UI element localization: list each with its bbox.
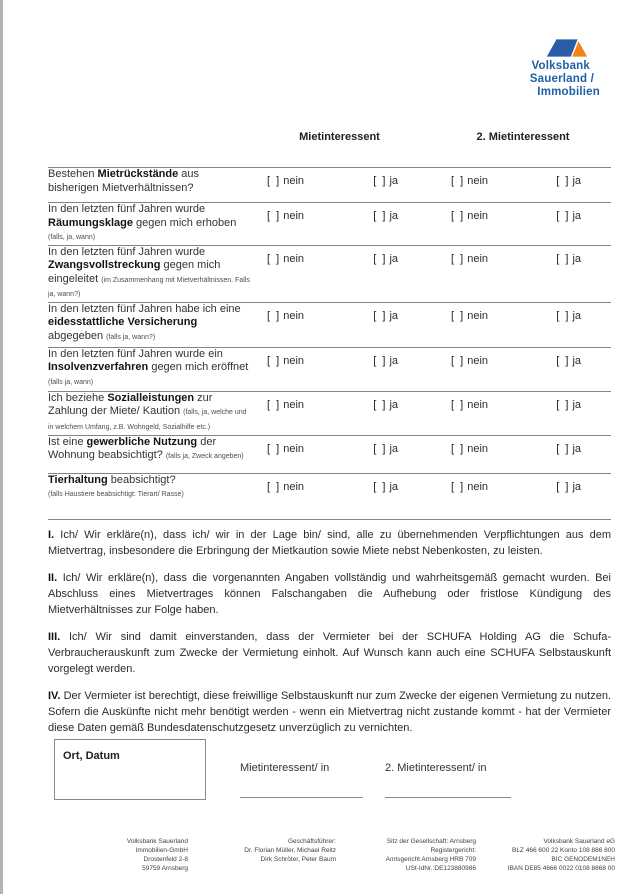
footer-line: BLZ 466 600 22 Konto 108 886 800 [511,847,615,854]
checkbox-ja[interactable] [373,443,398,455]
checkbox-nein[interactable] [267,399,304,411]
checkbox-nein-label: nein [283,442,305,455]
question-text: zur Zahlung der Miete/ Kaution [48,391,213,417]
question-text: In den letzten fünf Jahren wurde ein [48,347,223,360]
question-text: In den letzten fünf Jahren wurde [48,203,206,215]
checkbox-nein[interactable] [267,175,304,187]
checkbox-ja-label: ja [389,442,398,455]
checkbox-brackets-icon[interactable]: [ ] [556,398,569,411]
checkbox-nein[interactable] [451,175,488,187]
checkbox-ja-label: ja [389,354,398,367]
checkbox-nein-label: nein [283,398,305,411]
checkbox-brackets-icon[interactable]: [ ] [373,354,386,367]
logo-text-line1: Volksbank [531,60,590,72]
checkbox-ja-label: ja [389,480,398,493]
table-row [48,348,611,392]
question-text: gegen mich eröffnet [148,361,249,373]
checkbox-ja-label: ja [389,309,398,322]
checkbox-brackets-icon[interactable]: [ ] [267,480,280,493]
checkbox-nein-label: nein [283,175,305,187]
footer-line: Drostenfeld 2-8 [143,856,188,863]
question-keyword: Tierhaltung [48,473,108,486]
checkbox-brackets-icon[interactable]: [ ] [556,210,569,222]
question-smallprint: (falls ja, wann) [48,378,94,386]
checkbox-brackets-icon[interactable]: [ ] [267,175,280,187]
answer-cell [251,203,428,246]
checkbox-nein-label: nein [467,309,489,322]
volksbank-logo [530,38,600,99]
footer-line: Immobilien-GmbH [135,847,188,854]
checkbox-brackets-icon[interactable]: [ ] [373,210,386,222]
checkbox-nein-label: nein [467,398,489,411]
footer-bank [484,837,615,873]
checkbox-ja-label: ja [572,210,581,222]
checkbox-ja[interactable] [373,210,398,222]
checkbox-brackets-icon[interactable]: [ ] [556,175,569,187]
question-keyword: Räumungsklage [48,216,133,229]
checkbox-nein[interactable] [267,443,304,455]
question-smallprint: (falls ja, wann?) [106,333,156,341]
checkbox-nein-label: nein [283,210,305,222]
checkbox-brackets-icon[interactable]: [ ] [267,210,280,222]
question-text: Bestehen [48,168,98,180]
table-header-row [48,131,611,167]
question-keyword: Mietrückstände [97,168,179,180]
footer-line: Volksbank Sauerland eG [543,838,615,845]
table-row [48,203,611,246]
signature-line-1[interactable] [240,797,363,798]
question-text: abgegeben [48,329,107,342]
table-header-mietinteressent: Mietinteressent [299,131,380,143]
question-keyword: eidesstattliche Versicherung [48,316,198,328]
answer-cell [435,348,611,392]
question-eidesstattliche-versicherung [48,303,251,348]
checkbox-ja-label: ja [572,480,581,493]
checkbox-ja[interactable] [373,253,398,265]
footer-line: Dirk Schröter, Peter Baum [260,856,336,863]
footer-line: BIC GENODEM1NEH [551,856,615,863]
checkbox-nein-label: nein [467,175,489,187]
question-insolvenzverfahren [48,348,251,392]
checkbox-brackets-icon[interactable]: [ ] [267,252,280,265]
checkbox-nein[interactable] [451,310,488,322]
checkbox-brackets-icon[interactable]: [ ] [556,442,569,455]
answer-cell [435,167,611,203]
checkbox-ja-label: ja [389,398,398,411]
footer-line: IBAN DE85 4666 0022 0108 8868 00 [507,865,615,872]
checkbox-nein[interactable] [451,443,488,455]
question-text: Ich beziehe [48,391,108,404]
checkbox-ja[interactable] [556,210,581,222]
clause-iv [48,688,611,736]
checkbox-brackets-icon[interactable]: [ ] [451,442,464,455]
clause-iv-number: IV. [48,690,61,702]
checkbox-brackets-icon[interactable]: [ ] [556,252,569,265]
clause-iii-number: III. [48,631,61,643]
signature-label-mietinteressent: Mietinteressent/ in [240,762,330,774]
question-keyword: Insolvenzverfahren [48,361,149,373]
checkbox-nein[interactable] [267,481,304,493]
checkbox-ja[interactable] [556,481,581,493]
footer-line: Registergericht: [430,847,476,854]
checkbox-ja-label: ja [389,252,398,265]
checkbox-nein[interactable] [267,355,304,367]
checkbox-nein[interactable] [451,481,488,493]
question-keyword: Zwangsvollstreckung [48,259,161,271]
table-header-2-mietinteressent: 2. Mietinteressent [476,131,570,143]
self-disclosure-table [48,131,611,520]
checkbox-ja[interactable] [556,443,581,455]
checkbox-ja-label: ja [572,398,581,411]
checkbox-nein[interactable] [451,253,488,265]
checkbox-brackets-icon[interactable]: [ ] [451,210,464,222]
volksbank-roof-icon [543,38,591,58]
checkbox-ja-label: ja [572,252,581,265]
checkbox-nein-label: nein [283,252,305,265]
checkbox-nein-label: nein [467,442,489,455]
checkbox-brackets-icon[interactable]: [ ] [267,442,280,455]
question-text: der Wohnung beabsichtigt? [48,435,217,461]
table-row [48,246,611,303]
clause-i [48,527,611,559]
footer-registry [344,837,476,873]
checkbox-ja[interactable] [556,355,581,367]
footer-line: Geschäftsführer: [287,838,336,845]
question-smallprint: (falls ja, Zweck angeben) [165,453,244,460]
checkbox-ja[interactable] [373,175,398,187]
checkbox-ja-label: ja [572,442,581,455]
question-keyword: Sozialleistungen [107,391,195,404]
table-row [48,436,611,474]
checkbox-ja[interactable] [373,399,398,411]
footer-management [196,837,336,864]
checkbox-ja-label: ja [572,175,581,187]
checkbox-brackets-icon[interactable]: [ ] [451,175,464,187]
clause-iv-text: Der Vermieter ist berechtigt, diese freiwillige Selbstauskunft nur zum Zwecke der eigenen Vermietung zu nutzen. Sofern die Auskünfte nicht mehr benötigt werden - wenn ein Mietvertrag nicht zustande kommt - hat der Vermieter diese Daten gemäß Bundesdatenschutzgesetz unverzüglich zu vernichten. [48,690,612,734]
question-smallprint: (falls Haustiere beabsichtigt: Tierart/ Rasse) [48,491,184,498]
question-text: Ist eine [48,435,87,448]
checkbox-brackets-icon[interactable]: [ ] [373,398,386,411]
question-smallprint: (im Zusammenhang mit Mietverhältnissen. Falls ja, wann?) [48,276,250,298]
question-raeumungsklage [48,203,251,246]
footer-line: USt-IdNr.:DE123880986 [405,865,476,872]
checkbox-nein-label: nein [283,354,305,367]
checkbox-ja-label: ja [389,210,398,222]
footer-line: 59759 Arnsberg [142,865,188,872]
checkbox-ja[interactable] [556,175,581,187]
signature-label-2-mietinteressent: 2. Mietinteressent/ in [385,762,487,774]
checkbox-nein-label: nein [467,480,489,493]
clause-i-text: Ich/ Wir erkläre(n), dass ich/ wir in der Lage bin/ sind, alle zu übernehmenden Verpflichtungen aus dem Mietvertrag, insbesondere die Erbringung der Mietkaution sowie Miete nebst Nebenkosten, zu leisten. [48,529,611,557]
footer-address [48,837,188,873]
answer-cell [251,303,428,348]
checkbox-nein-label: nein [467,210,489,222]
checkbox-brackets-icon[interactable]: [ ] [556,480,569,493]
checkbox-ja-label: ja [389,175,398,187]
checkbox-nein-label: nein [283,480,305,493]
checkbox-nein[interactable] [267,310,304,322]
checkbox-brackets-icon[interactable]: [ ] [373,175,386,187]
checkbox-ja-label: ja [572,309,581,322]
answer-cell [435,246,611,303]
table-header-empty [48,131,251,167]
checkbox-brackets-icon[interactable]: [ ] [373,252,386,265]
question-keyword: gewerbliche Nutzung [86,435,198,448]
question-text: In den letzten fünf Jahren habe ich eine [48,302,241,315]
clause-ii-text: Ich/ Wir erkläre(n), dass die vorgenannten Angaben vollständig und wahrheitsgemäß gemacht wurden. Bei Abschluss eines Mietvertrages können Falschangaben die Aufhebung oder fristlose Kündigung des Mietverhältnisses zur Folge haben. [48,572,611,616]
checkbox-nein[interactable] [451,399,488,411]
answer-cell [435,303,611,348]
clause-ii [48,570,611,618]
checkbox-brackets-icon[interactable]: [ ] [267,398,280,411]
checkbox-brackets-icon[interactable]: [ ] [451,398,464,411]
logo-text-line3: Immobilien [537,86,600,98]
question-smallprint: (falls, ja, wann) [48,234,96,241]
footer-line: Dr. Florian Müller, Michael Reitz [244,847,336,854]
answer-cell [435,436,611,474]
checkbox-nein[interactable] [451,210,488,222]
signature-line-2[interactable] [385,797,511,798]
checkbox-brackets-icon[interactable]: [ ] [267,309,280,322]
footer-line: Amtsgericht Arnsberg HRB 709 [385,856,476,863]
footer-line: Sitz der Gesellschaft: Arnsberg [386,838,476,845]
checkbox-ja[interactable] [373,310,398,322]
clause-iii [48,629,611,677]
checkbox-nein-label: nein [467,354,489,367]
question-text: beabsichtigt? [107,473,176,486]
declaration-clauses [48,527,611,747]
checkbox-brackets-icon[interactable]: [ ] [451,354,464,367]
table-header-gap [428,131,435,167]
question-text: aus bisherigen Mietverhältnissen? [48,168,200,194]
clause-iii-text: Ich/ Wir sind damit einverstanden, dass der Vermieter bei der SCHUFA Holding AG die Schufa-Verbraucherauskunft zum Zwecke der Vermietung einholt. Auf Wunsch kann auch eine SCHUFA Selbstauskunft vorgelegt werden. [48,631,612,675]
checkbox-ja[interactable] [556,253,581,265]
question-mietrueckstaende [48,167,251,203]
checkbox-brackets-icon[interactable]: [ ] [451,252,464,265]
clause-i-number: I. [48,529,55,541]
ort-datum-label: Ort, Datum [63,750,120,762]
table-row [48,303,611,348]
answer-cell [435,203,611,246]
question-gewerbliche-nutzung [48,436,251,474]
checkbox-brackets-icon[interactable]: [ ] [451,309,464,322]
answer-cell [251,436,428,474]
table-row [48,474,611,520]
checkbox-brackets-icon[interactable]: [ ] [556,354,569,367]
checkbox-brackets-icon[interactable]: [ ] [373,442,386,455]
question-sozialleistungen [48,392,251,436]
answer-cell [251,348,428,392]
table-row [48,392,611,436]
clause-ii-number: II. [48,572,58,584]
table-row [48,167,611,203]
checkbox-nein-label: nein [283,309,305,322]
checkbox-ja[interactable] [373,355,398,367]
question-text: gegen mich erhoben [132,216,237,229]
checkbox-ja[interactable] [373,481,398,493]
checkbox-brackets-icon[interactable]: [ ] [556,309,569,322]
question-tierhaltung [48,474,251,520]
answer-cell [251,474,428,520]
checkbox-ja-label: ja [572,354,581,367]
ort-datum-box[interactable] [54,739,206,800]
answer-cell [435,392,611,436]
answer-cell [251,167,428,203]
question-text: gegen mich eingeleitet [48,259,221,285]
checkbox-ja[interactable] [556,399,581,411]
checkbox-ja[interactable] [556,310,581,322]
checkbox-brackets-icon[interactable]: [ ] [451,480,464,493]
question-text: In den letzten fünf Jahren wurde [48,245,206,258]
checkbox-nein[interactable] [451,355,488,367]
answer-cell [435,474,611,520]
logo-text-line2: Sauerland / [529,73,594,85]
question-smallprint: (falls, ja, welche und in welchem Umfang, z.B. Wohngeld, Sozialhilfe etc.) [48,409,247,431]
checkbox-nein[interactable] [267,253,304,265]
checkbox-brackets-icon[interactable]: [ ] [267,354,280,367]
checkbox-nein[interactable] [267,210,304,222]
question-zwangsvollstreckung [48,246,251,303]
answer-cell [251,392,428,436]
answer-cell [251,246,428,303]
checkbox-brackets-icon[interactable]: [ ] [373,309,386,322]
checkbox-nein-label: nein [467,252,489,265]
checkbox-brackets-icon[interactable]: [ ] [373,480,386,493]
footer-line: Volksbank Sauerland [126,838,188,845]
